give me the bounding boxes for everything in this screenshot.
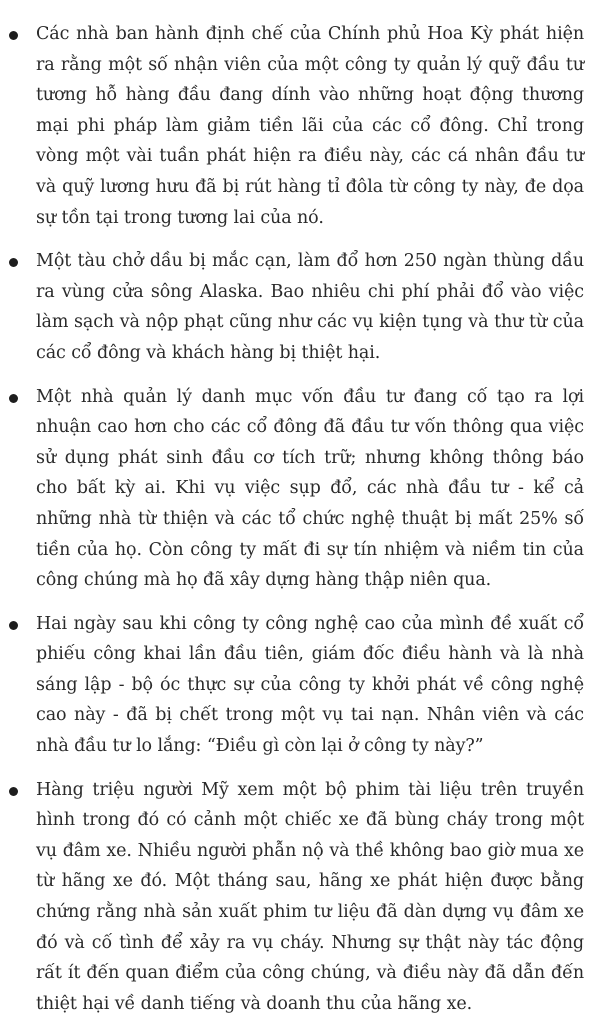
paragraph-text: Hàng triệu người Mỹ xem một bộ phim tài liệu trên truyền hình trong đó có cảnh một chiếc xe đã bùng cháy trong một vụ đâm xe. Nhiều người phẫn nộ và thề không bao giờ mua xe từ hãng xe đó. Một tháng sau, hãng xe phát hiện được bằng chứng rằng nhà sản xuất phim tư liệu đã dàn dựng vụ đâm xe đó và cố tình để xảy ra vụ cháy. Nhưng sự thật này tác động rất ít đến quan điểm của công chúng, và điều này đã dẫn đến thiệt hại về danh tiếng và doanh thu của hãng xe. [36, 779, 584, 1014]
bullet-list [6, 19, 584, 1019]
paragraph-text: Các nhà ban hành định chế của Chính phủ Hoa Kỳ phát hiện ra rằng một số nhận viên của một công ty quản lý quỹ đầu tư tương hỗ hàng đầu đang dính vào những hoạt động thương mại phi pháp làm giảm tiền lãi của các cổ đông. Chỉ trong vòng một vài tuần phát hiện ra điều này, các cá nhân đầu tư và quỹ lương hưu đã bị rút hàng tỉ đôla từ công ty này, đe dọa sự tồn tại trong tương lai của nó. [36, 24, 584, 228]
list-item [6, 775, 584, 1019]
paragraph-text: Một nhà quản lý danh mục vốn đầu tư đang cố tạo ra lợi nhuận cao hơn cho các cổ đông đã đầu tư vốn thông qua việc sử dụng phát sinh đầu cơ tích trữ; nhưng không thông báo cho bất kỳ ai. Khi vụ việc sụp đổ, các nhà đầu tư - kể cả những nhà từ thiện và các tổ chức nghệ thuật bị mất 25% số tiền của họ. Còn công ty mất đi sự tín nhiệm và niềm tin của công chúng mà họ đã xây dựng hàng thập niên qua. [36, 386, 584, 591]
list-item [6, 246, 584, 368]
list-item [6, 19, 584, 233]
bullet-icon [9, 394, 18, 403]
paragraph-text: Một tàu chở dầu bị mắc cạn, làm đổ hơn 250 ngàn thùng dầu ra vùng cửa sông Alaska. Bao nhiêu chi phí phải đổ vào việc làm sạch và nộp phạt cũng như các vụ kiện tụng và thư từ của các cổ đông và khách hàng bị thiệt hại. [36, 251, 584, 363]
bullet-icon [9, 31, 18, 40]
bullet-icon [9, 621, 18, 630]
bullet-icon [9, 258, 18, 267]
list-item [6, 609, 584, 762]
list-item [6, 382, 584, 596]
bullet-icon [9, 787, 18, 796]
paragraph-text: Hai ngày sau khi công ty công nghệ cao của mình đề xuất cổ phiếu công khai lần đầu tiên, giám đốc điều hành và là nhà sáng lập - bộ óc thực sự của công ty khởi phát về công nghệ cao này - đã bị chết trong một vụ tai nạn. Nhân viên và các nhà đầu tư lo lắng: “Điều gì còn lại ở công ty này?” [36, 613, 584, 757]
